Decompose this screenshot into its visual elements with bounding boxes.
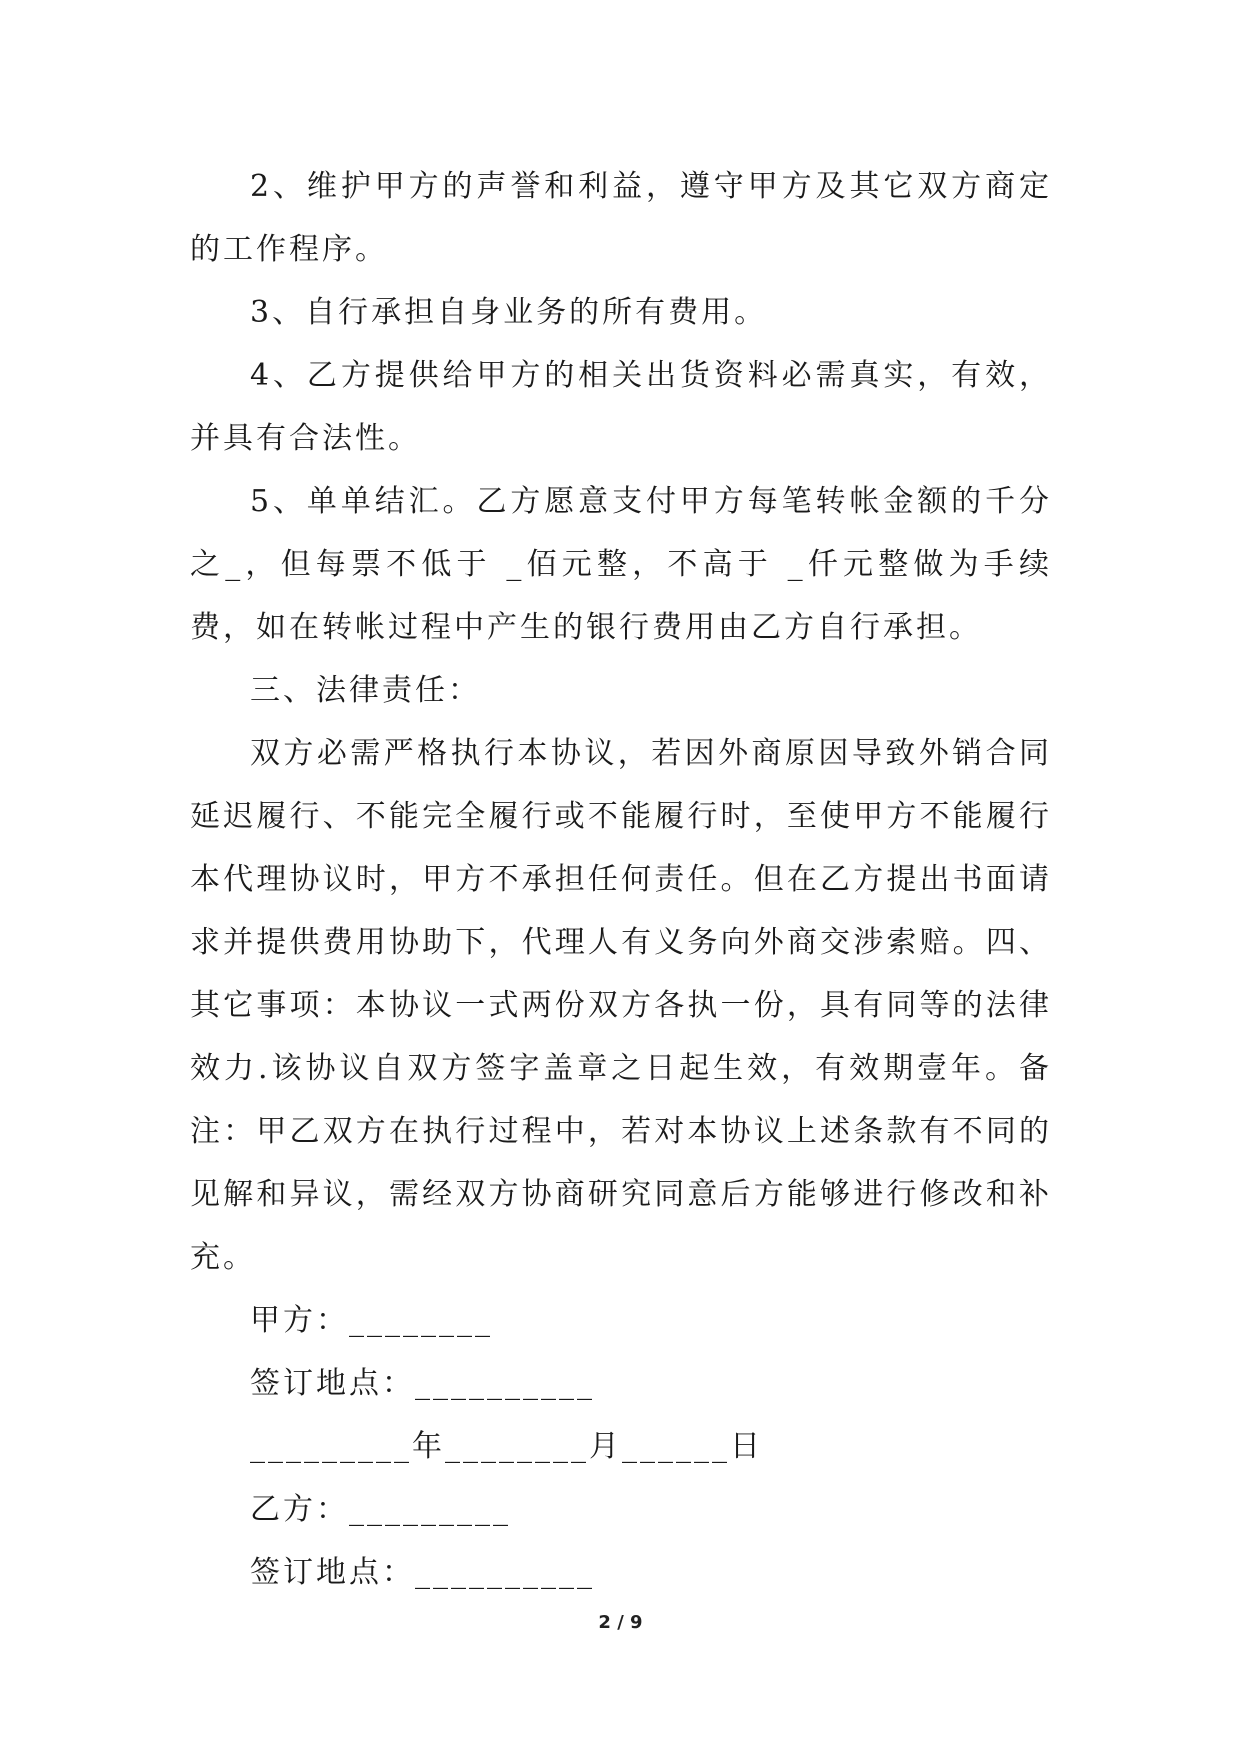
signing-date-line: _________年________月______日 — [250, 1429, 763, 1464]
clause-2: 2、维护甲方的声誉和利益，遵守甲方及其它双方商定的工作程序。 — [190, 169, 1052, 267]
clause-3: 3、自行承担自身业务的所有费用。 — [250, 295, 768, 330]
clause-4: 4、乙方提供给甲方的相关出货资料必需真实，有效，并具有合法性。 — [190, 358, 1052, 456]
section-heading-legal-liability: 三、法律责任： — [250, 673, 481, 708]
clause-5: 5、单单结汇。乙方愿意支付甲方每笔转帐金额的千分之_，但每票不低于 _佰元整，不高于 _仟元整做为手续费，如在转帐过程中产生的银行费用由乙方自行承担。 — [190, 484, 1052, 645]
legal-liability-text: 双方必需严格执行本协议，若因外商原因导致外销合同延迟履行、不能完全履行或不能履行时，至使甲方不能履行本代理协议时，甲方不承担任何责任。但在乙方提出书面请求并提供费用协助下，代理人有义务向外商交涉索赔。四、其它事项：本协议一式两份双方各执一份，具有同等的法律效力.该协议自双方签字盖章之日起生效，有效期壹年。备注：甲乙双方在执行过程中，若对本协议上述条款有不同的见解和异议，需经双方协商研究同意后方能够进行修改和补充。 — [190, 736, 1052, 1275]
page-number: 2 / 9 — [598, 1612, 643, 1633]
document-body — [190, 155, 1052, 1604]
party-a-signature-line: 甲方：________ — [250, 1303, 493, 1338]
party-b-signing-place: 签订地点：__________ — [250, 1555, 595, 1590]
party-b-signature-line: 乙方：_________ — [250, 1492, 511, 1527]
party-a-signing-place: 签订地点：__________ — [250, 1366, 595, 1401]
